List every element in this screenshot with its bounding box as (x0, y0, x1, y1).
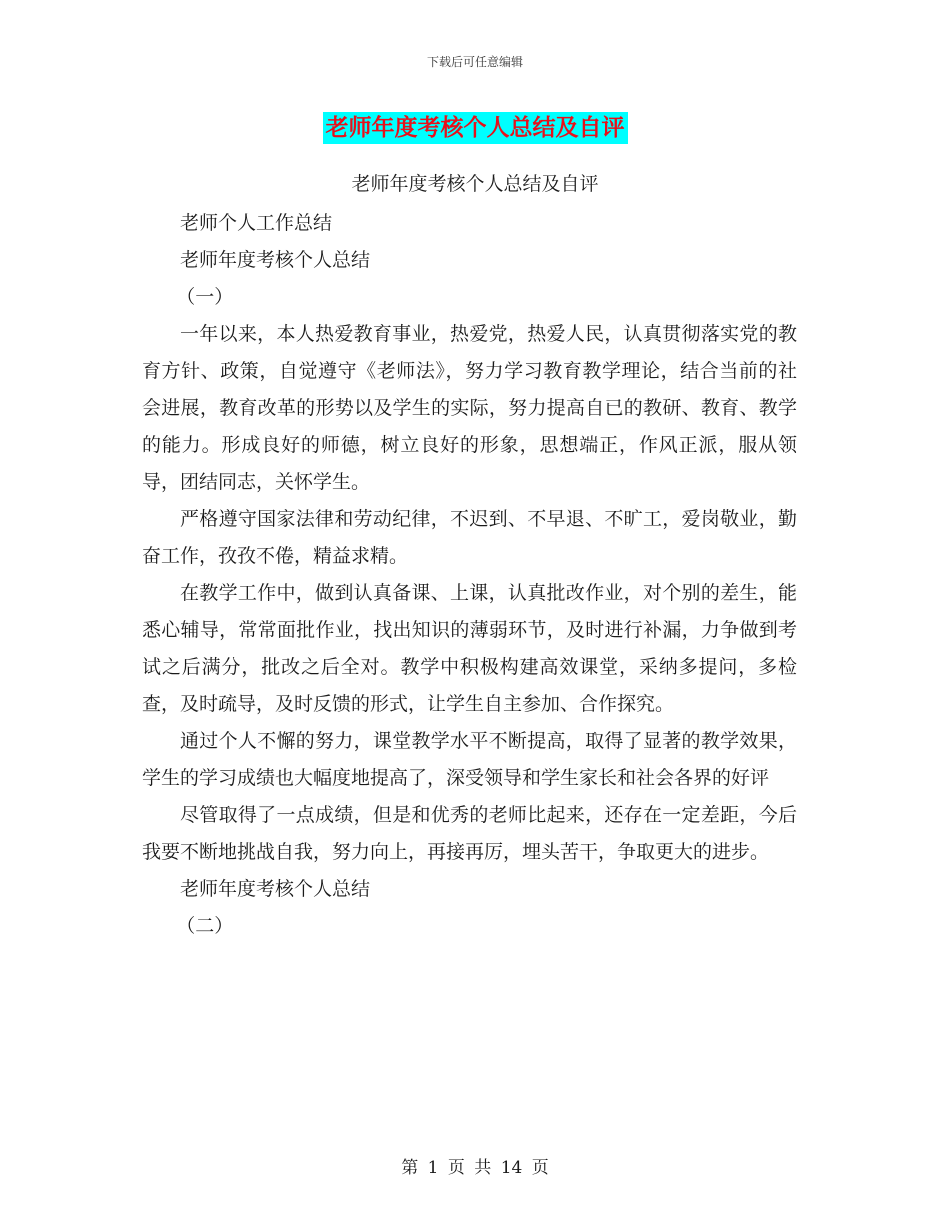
document-subtitle: 老师年度考核个人总结及自评 (351, 173, 599, 195)
page-footer: 第 1 页 共 14 页 (401, 1158, 549, 1178)
section-number-2: （二） (176, 915, 234, 937)
document-title: 老师年度考核个人总结及自评 (323, 112, 628, 144)
paragraph-5: 尽管取得了一点成绩，但是和优秀的老师比起来，还存在一定差距，今后我要不断地挑战自我，努力向上，再接再厉，埋头苦干，争取更大的进步。 (142, 804, 797, 863)
title-wrap (0, 112, 950, 144)
section-number-1: （一） (176, 286, 234, 308)
header-note: 下载后可任意编辑 (426, 55, 523, 69)
heading-annual-review: 老师年度考核个人总结 (180, 249, 371, 271)
paragraph-2: 严格遵守国家法律和劳动纪律，不迟到、不早退、不旷工，爱岗敬业，勤奋工作，孜孜不倦，精益求精。 (142, 508, 797, 567)
paragraph-1: 一年以来，本人热爱教育事业，热爱党，热爱人民，认真贯彻落实党的教育方针、政策，自觉遵守《老师法》，努力学习教育教学理论，结合当前的社会进展，教育改革的形势以及学生的实际，努力提高自已的教研、教育、教学的能力。形成良好的师德，树立良好的形象，思想端正，作风正派，服从领导，团结同志，关怀学生。 (142, 323, 797, 493)
heading-teacher-work-summary: 老师个人工作总结 (180, 212, 333, 234)
document-body (142, 205, 797, 945)
paragraph-4: 通过个人不懈的努力，课堂教学水平不断提高，取得了显著的教学效果，学生的学习成绩也大幅度地提高了，深受领导和学生家长和社会各界的好评 (142, 730, 797, 789)
heading-annual-review-2: 老师年度考核个人总结 (180, 878, 371, 900)
paragraph-3: 在教学工作中，做到认真备课、上课，认真批改作业，对个别的差生，能悉心辅导，常常面批作业，找出知识的薄弱环节，及时进行补漏，力争做到考试之后满分，批改之后全对。教学中积极构建高效课堂，采纳多提问，多检查，及时疏导，及时反馈的形式，让学生自主参加、合作探究。 (142, 582, 797, 715)
